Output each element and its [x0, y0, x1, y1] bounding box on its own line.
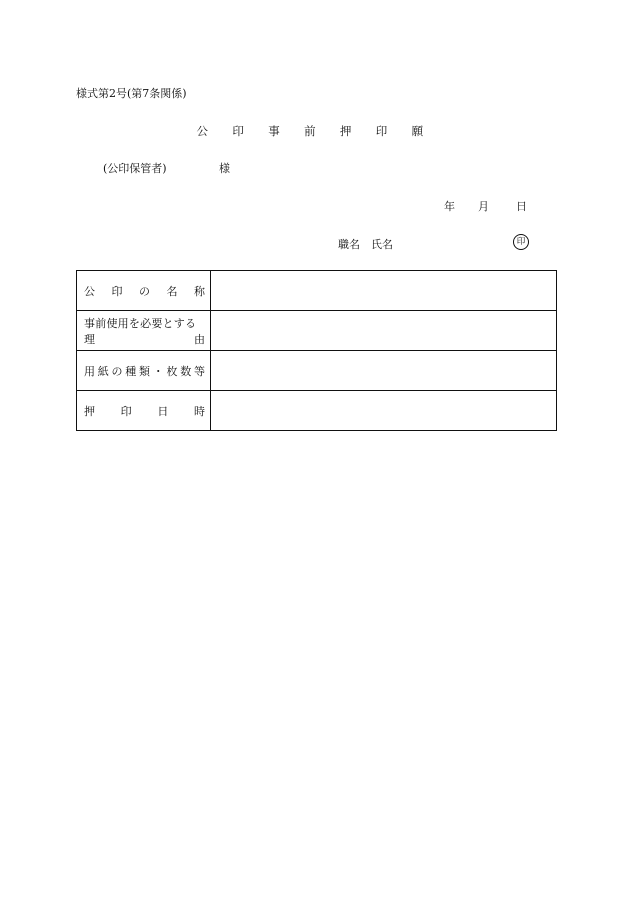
label-char: 用 — [84, 364, 95, 378]
label-char: 名 — [166, 284, 178, 298]
form-number: 様式第2号(第7条関係) — [76, 87, 187, 100]
date-day-label: 日 — [516, 200, 527, 213]
addressee-label: (公印保管者) — [103, 162, 167, 175]
label-char: 類 — [139, 364, 150, 378]
label-char: 等 — [194, 364, 205, 378]
label-char: 数 — [180, 364, 192, 378]
label-char: 印 — [111, 284, 123, 298]
label-text-line2 — [84, 331, 205, 347]
document-title: 公 印 事 前 押 印 願 — [196, 124, 434, 138]
label-char: の — [139, 284, 150, 298]
row-label-stamp-datetime — [77, 391, 211, 431]
table-row — [77, 351, 557, 391]
date-year-label: 年 — [444, 200, 455, 213]
date-line — [444, 198, 527, 214]
row-label-seal-name — [77, 271, 211, 311]
table-row — [77, 311, 557, 351]
label-text — [84, 283, 205, 299]
row-label-paper-type — [77, 351, 211, 391]
label-text-left: 理 — [84, 332, 95, 346]
label-char: 枚 — [166, 364, 178, 378]
date-month-label: 月 — [478, 200, 489, 213]
row-value-stamp-datetime[interactable] — [211, 391, 557, 431]
seal-mark: 印 — [513, 234, 529, 250]
label-char: 印 — [120, 404, 132, 418]
table-row — [77, 271, 557, 311]
label-char: ・ — [152, 364, 164, 378]
row-value-paper-type[interactable] — [211, 351, 557, 391]
label-text-right: 由 — [194, 332, 205, 346]
label-char: 日 — [157, 404, 169, 418]
label-text — [84, 363, 205, 379]
row-label-reason — [77, 311, 211, 351]
label-text — [84, 403, 205, 419]
label-char: 押 — [84, 404, 95, 418]
application-table — [76, 270, 557, 431]
label-char: 種 — [125, 364, 137, 378]
label-char: 称 — [194, 284, 205, 298]
label-text-line1: 事前使用を必要とする — [84, 316, 197, 330]
label-char: の — [111, 364, 123, 378]
row-value-reason[interactable] — [211, 311, 557, 351]
row-value-seal-name[interactable] — [211, 271, 557, 311]
label-char: 公 — [84, 284, 95, 298]
honorific: 様 — [219, 162, 230, 175]
label-char: 紙 — [97, 364, 109, 378]
label-char: 時 — [193, 404, 205, 418]
applicant-name-label: 職名 氏名 — [338, 238, 393, 251]
table-row — [77, 391, 557, 431]
